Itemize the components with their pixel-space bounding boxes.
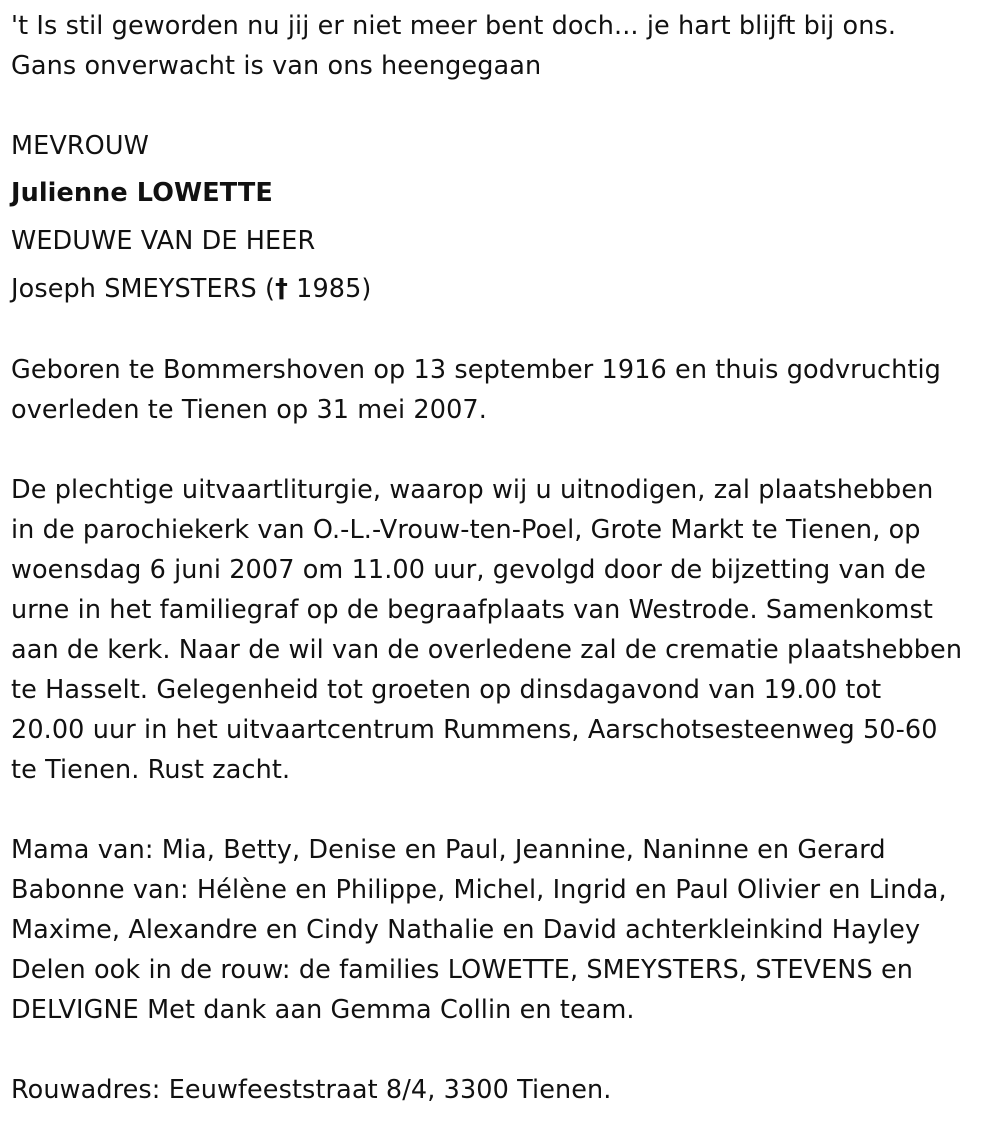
family-line-2: Babonne van: Hélène en Philippe, Michel, Ingrid en Paul Olivier en Linda, bbox=[11, 875, 947, 905]
funeral-line-5: aan de kerk. Naar de wil van de overledene zal de crematie plaatshebben bbox=[11, 635, 963, 665]
death-line: overleden te Tienen op 31 mei 2007. bbox=[11, 395, 487, 425]
intro-line-2: Gans onverwacht is van ons heengegaan bbox=[11, 51, 542, 81]
funeral-line-2: in de parochiekerk van O.-L.-Vrouw-ten-Poel, Grote Markt te Tienen, op bbox=[11, 515, 921, 545]
funeral-line-7: 20.00 uur in het uitvaartcentrum Rummens, Aarschotsesteenweg 50-60 bbox=[11, 715, 938, 745]
cross-icon: † bbox=[275, 274, 288, 304]
intro-line-1: 't Is stil geworden nu jij er niet meer bent doch... je hart blijft bij ons. bbox=[11, 11, 897, 41]
funeral-line-1: De plechtige uitvaartliturgie, waarop wij u uitnodigen, zal plaatshebben bbox=[11, 475, 934, 505]
family-line-5: DELVIGNE Met dank aan Gemma Collin en team. bbox=[11, 995, 635, 1025]
deceased-name: Julienne LOWETTE bbox=[11, 178, 273, 208]
spouse-name: Joseph SMEYSTERS ( bbox=[11, 274, 276, 304]
family-line-3: Maxime, Alexandre en Cindy Nathalie en David achterkleinkind Hayley bbox=[11, 915, 921, 945]
funeral-line-4: urne in het familiegraf op de begraafplaats van Westrode. Samenkomst bbox=[11, 595, 933, 625]
funeral-line-3: woensdag 6 juni 2007 om 11.00 uur, gevolgd door de bijzetting van de bbox=[11, 555, 927, 585]
funeral-line-6: te Hasselt. Gelegenheid tot groeten op dinsdagavond van 19.00 tot bbox=[11, 675, 882, 705]
family-line-4: Delen ook in de rouw: de families LOWETTE, SMEYSTERS, STEVENS en bbox=[11, 955, 914, 985]
spouse-death-year: 1985) bbox=[287, 274, 372, 304]
family-line-1: Mama van: Mia, Betty, Denise en Paul, Jeannine, Naninne en Gerard bbox=[11, 835, 886, 865]
spouse-line bbox=[11, 269, 371, 309]
widow-status: WEDUWE VAN DE HEER bbox=[11, 226, 316, 256]
birth-line: Geboren te Bommershoven op 13 september 1916 en thuis godvruchtig bbox=[11, 355, 941, 385]
mourning-address: Rouwadres: Eeuwfeeststraat 8/4, 3300 Tienen. bbox=[11, 1075, 612, 1105]
honorific: MEVROUW bbox=[11, 131, 149, 161]
funeral-line-8: te Tienen. Rust zacht. bbox=[11, 755, 291, 785]
